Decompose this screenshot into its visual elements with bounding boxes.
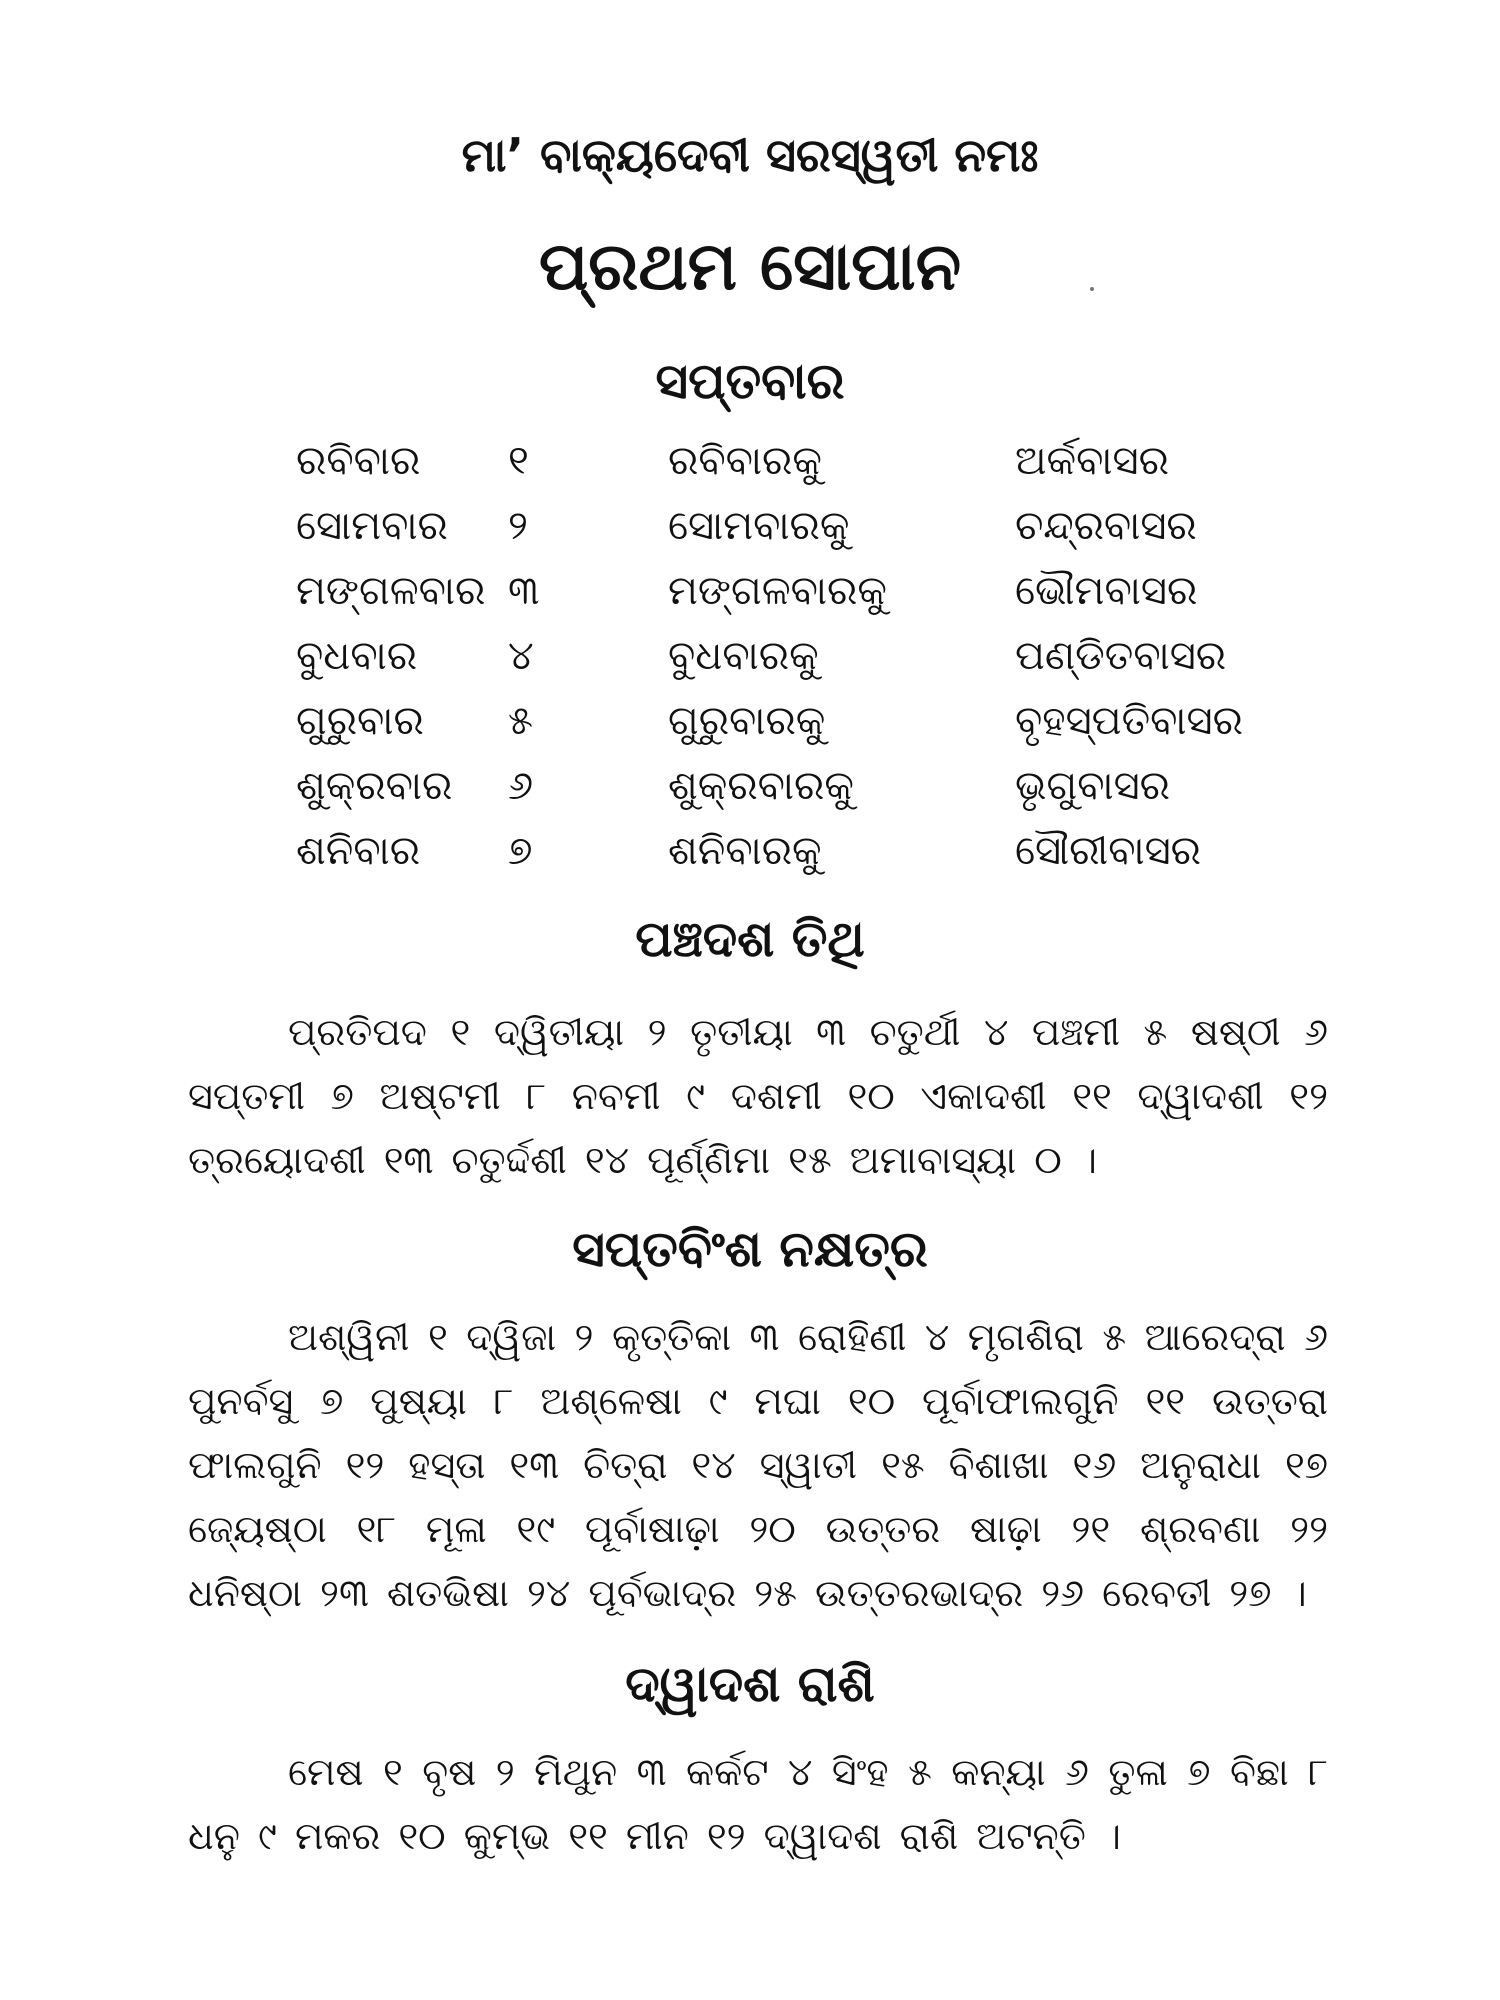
weekday-number: ୩ (508, 568, 540, 614)
weekday-synonym: ଅର୍କବାସର (1015, 438, 1169, 484)
weekday-row (0, 633, 1500, 693)
weekday-name: ବୁଧବାର (296, 633, 418, 679)
weekday-dative: ସୋମବାରକୁ (668, 503, 850, 549)
weekday-row (0, 568, 1500, 628)
weekday-dative: ଶନିବାରକୁ (668, 828, 822, 874)
rashi-heading: ଦ୍ୱାଦଶ ରାଶି (625, 1655, 875, 1713)
invocation-line: ମା’ ବାକ୍ୟଦେବୀ ସରସ୍ୱତୀ ନମଃ (461, 128, 1039, 182)
weekday-dative: ବୁଧବାରକୁ (668, 633, 819, 679)
weekday-row (0, 438, 1500, 498)
weekday-synonym: ସୌରୀବାସର (1015, 828, 1201, 874)
nakshatra-paragraph: ଅଶ୍ୱିନୀ ୧ ଦ୍ୱିଜା ୨ କୃତ୍ତିକା ୩ ରୋହିଣୀ ୪ ମୃଗଶିରା ୫ ଆରେଦ୍ରା ୬ ପୁନର୍ବସୁ ୭ ପୁଷ୍ୟା ୮ ଅଶ୍ଳେଷା ୯ ମଘା ୧୦ ପୂର୍ବାଫାଲଗୁନି ୧୧ ଉତ୍ତରା ଫାଲଗୁନି ୧୨ ହସ୍ତା ୧୩ ଚିତ୍ରା ୧୪ ସ୍ୱାତୀ ୧୫ ବିଶାଖା ୧୬ ଅନୁରାଧା ୧୭ ଜ୍ୟେଷ୍ଠା ୧୮ ମୂଳା ୧୯ ପୂର୍ବାଷାଢ଼ା ୨୦ ଉତ୍ତର ଷାଢ଼ା ୨୧ ଶ୍ରବଣା ୨୨ ଧନିଷ୍ଠା ୨୩ ଶତଭିଷା ୨୪ ପୂର୍ବଭାଦ୍ର ୨୫ ଉତ୍ତରଭାଦ୍ର ୨୬ ରେବତୀ ୨୭ । (188, 1315, 1328, 1615)
weekday-number: ୫ (508, 698, 533, 744)
weekday-synonym: ପଣ୍ଡିତବାସର (1015, 633, 1227, 679)
weekday-dative: ଗୁରୁବାରକୁ (668, 698, 826, 744)
weekday-row (0, 828, 1500, 888)
weekday-number: ୪ (508, 633, 534, 679)
weekday-row (0, 503, 1500, 563)
weekday-dative: ମଙ୍ଗଳବାରକୁ (668, 568, 887, 614)
weekday-row (0, 763, 1500, 823)
weekday-number: ୬ (508, 763, 534, 809)
weekday-number: ୧ (508, 438, 529, 484)
weekday-dative: ଶୁକ୍ରବାରକୁ (668, 763, 854, 809)
tithi-paragraph: ପ୍ରତିପଦ ୧ ଦ୍ୱିତୀୟା ୨ ତୃତୀୟା ୩ ଚତୁର୍ଥୀ ୪ ପଞ୍ଚମୀ ୫ ଷଷ୍ଠୀ ୬ ସପ୍ତମୀ ୭ ଅଷ୍ଟମୀ ୮ ନବମୀ ୯ ଦଶମୀ ୧୦ ଏକାଦଶୀ ୧୧ ଦ୍ୱାଦଶୀ ୧୨ ତ୍ରୟୋଦଶୀ ୧୩ ଚତୁର୍ଦ୍ଦଶୀ ୧୪ ପୂର୍ଣ୍ଣିମା ୧୫ ଅମାବାସ୍ୟା ୦ । (188, 1010, 1328, 1182)
weekday-name: ମଙ୍ଗଳବାର (296, 568, 486, 614)
weekday-synonym: ବୃହସ୍ପତିବାସର (1015, 698, 1243, 744)
speck-dot (1090, 287, 1094, 291)
weekday-row (0, 698, 1500, 758)
weekday-dative: ରବିବାରକୁ (668, 438, 822, 484)
weekday-synonym: ଭୌମବାସର (1015, 568, 1198, 614)
weekday-name: ସୋମବାର (296, 503, 448, 549)
weekday-synonym: ଭୃଗୁବାସର (1015, 763, 1170, 809)
weekday-name: ଶୁକ୍ରବାର (296, 763, 453, 809)
tithi-heading: ପଞ୍ଚଦଶ ତିଥି (635, 910, 865, 968)
weekday-name: ଗୁରୁବାର (296, 698, 424, 744)
nakshatra-heading: ସପ୍ତବିଂଶ ନକ୍ଷତ୍ର (572, 1220, 928, 1278)
weekday-synonym: ଚନ୍ଦ୍ରବାସର (1015, 503, 1197, 549)
rashi-paragraph: ମେଷ ୧ ବୃଷ ୨ ମିଥୁନ ୩ କର୍କଟ ୪ ସିଂହ ୫ କନ୍ୟା ୬ ତୁଳା ୭ ବିଛା ୮ ଧନୁ ୯ ମକର ୧୦ କୁମ୍ଭ ୧୧ ମୀନ ୧୨ ଦ୍ୱାଦଶ ରାଶି ଅଟନ୍ତି । (188, 1750, 1328, 1858)
weekdays-heading: ସପ୍ତବାର (655, 352, 845, 410)
chapter-title: ପ୍ରଥମ ସୋପାନ (538, 228, 962, 305)
weekday-name: ଶନିବାର (296, 828, 421, 874)
weekday-number: ୨ (508, 503, 528, 549)
weekday-number: ୭ (508, 828, 533, 874)
weekday-name: ରବିବାର (296, 438, 421, 484)
